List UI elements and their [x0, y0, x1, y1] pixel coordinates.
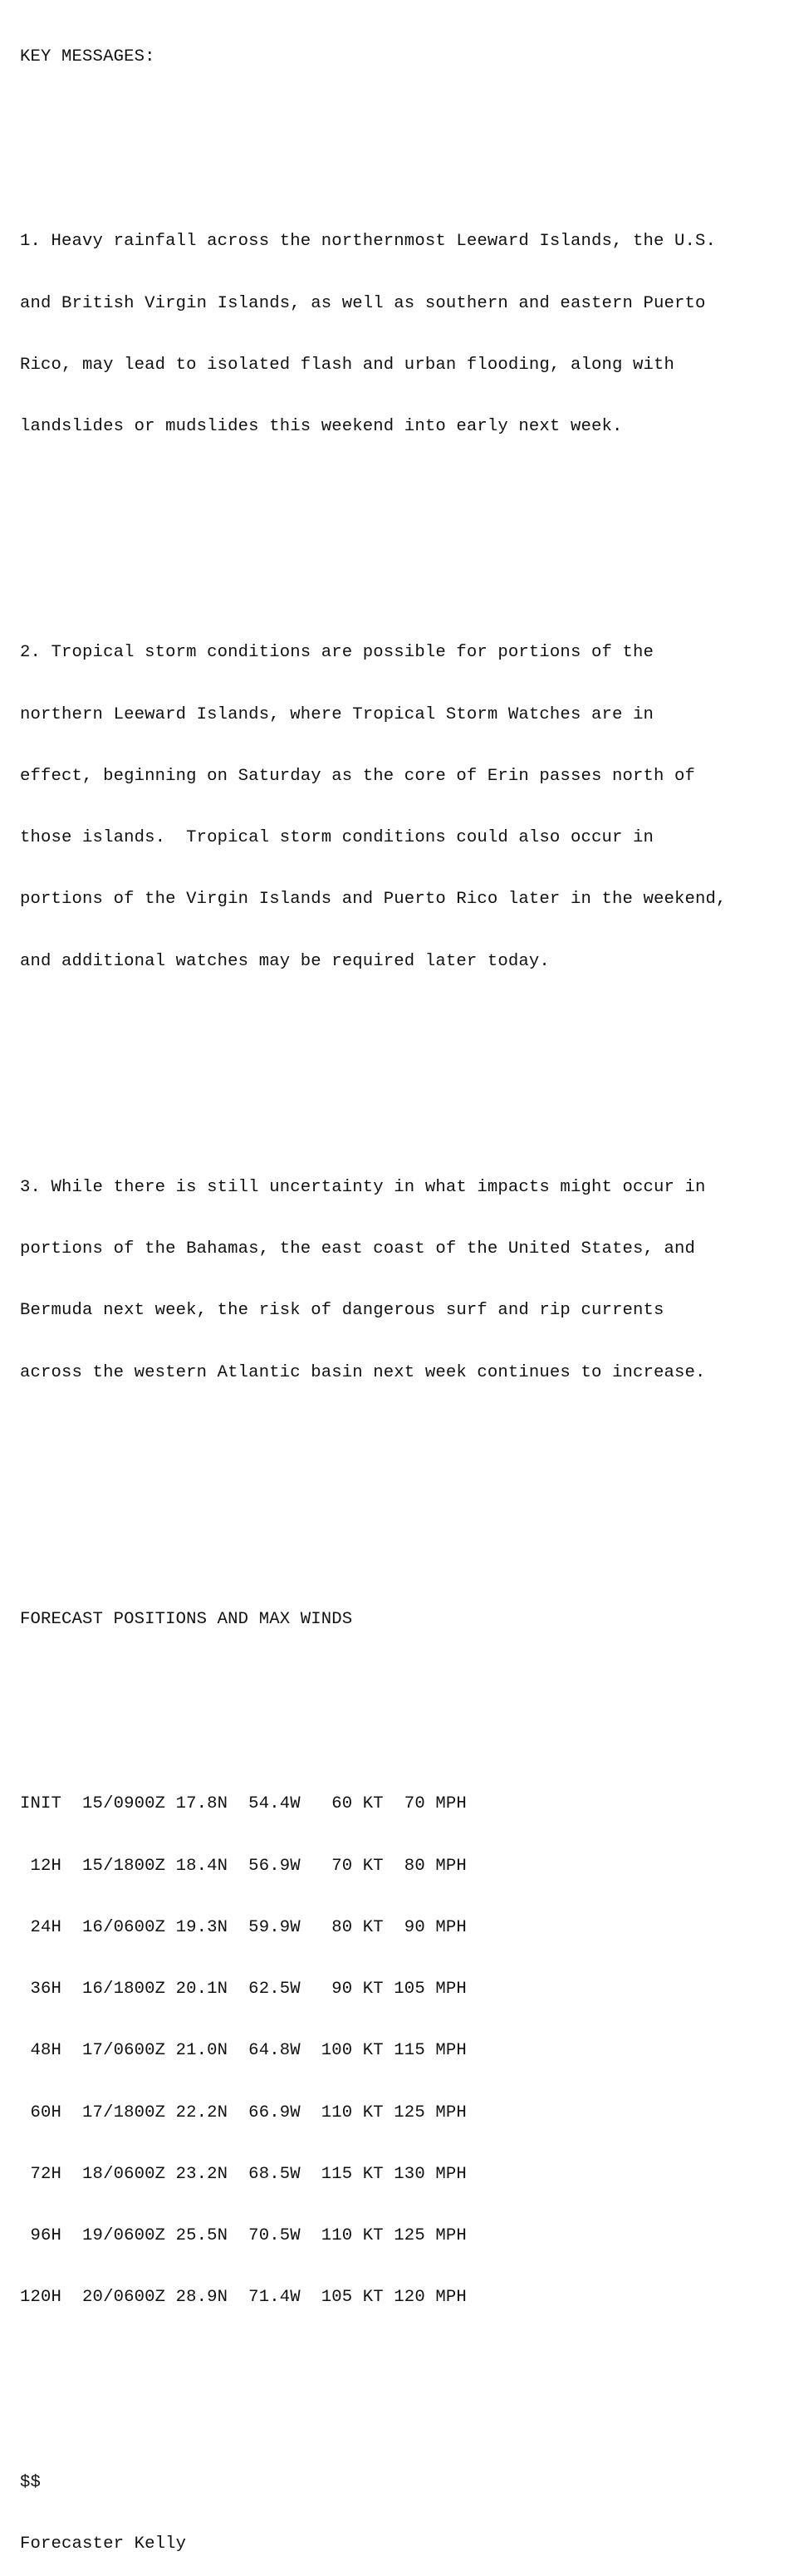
terminator: $$ [20, 2473, 42, 2492]
message-line: portions of the Virgin Islands and Puerto Rico later in the weekend, [20, 890, 727, 910]
forecast-row: 48H 17/0600Z 21.0N 64.8W 100 KT 115 MPH [20, 2041, 467, 2061]
message-line: 2. Tropical storm conditions are possible for portions of the [20, 643, 654, 663]
message-line: 3. While there is still uncertainty in what impacts might occur in [20, 1177, 706, 1197]
advisory-document [20, 6, 789, 2576]
message-line: northern Leeward Islands, where Tropical Storm Watches are in [20, 704, 654, 724]
spacer [20, 2391, 789, 2412]
forecast-row: 72H 18/0600Z 23.2N 68.5W 115 KT 130 MPH [20, 2164, 467, 2184]
message-line: Rico, may lead to isolated flash and urban flooding, along with [20, 355, 675, 375]
forecast-row: 36H 16/1800Z 20.1N 62.5W 90 KT 105 MPH [20, 1980, 467, 1999]
forecast-row: 96H 19/0600Z 25.5N 70.5W 110 KT 125 MPH [20, 2226, 467, 2245]
key-message-2 [20, 602, 789, 1013]
key-message-1 [20, 191, 789, 479]
message-line: those islands. Tropical storm conditions could also occur in [20, 828, 654, 847]
message-line: and additional watches may be required later today. [20, 951, 550, 971]
message-line: across the western Atlantic basin next week continues to increase. [20, 1362, 706, 1382]
forecast-row: 60H 17/1800Z 22.2N 66.9W 110 KT 125 MPH [20, 2103, 467, 2122]
message-line: 1. Heavy rainfall across the northernmost Leeward Islands, the U.S. [20, 232, 717, 252]
message-line: Bermuda next week, the risk of dangerous surf and rip currents [20, 1301, 664, 1321]
message-line: effect, beginning on Saturday as the core of Erin passes north of [20, 766, 696, 786]
forecast-row: 12H 15/1800Z 18.4N 56.9W 70 KT 80 MPH [20, 1856, 467, 1876]
spacer [20, 1054, 789, 1075]
message-line: portions of the Bahamas, the east coast of the United States, and [20, 1239, 696, 1259]
forecast-row: INIT 15/0900Z 17.8N 54.4W 60 KT 70 MPH [20, 1794, 467, 1814]
key-message-3 [20, 1136, 789, 1425]
message-line: landslides or mudslides this weekend into early next week. [20, 417, 623, 436]
forecast-row: 120H 20/0600Z 28.9N 71.4W 105 KT 120 MPH [20, 2288, 467, 2308]
key-messages-heading: KEY MESSAGES: [20, 47, 155, 66]
spacer [20, 520, 789, 541]
message-line: and British Virgin Islands, as well as southern and eastern Puerto [20, 293, 706, 313]
forecast-table [20, 1754, 789, 2350]
forecast-heading: FORECAST POSITIONS AND MAX WINDS [20, 1609, 353, 1629]
spacer [20, 1528, 789, 1548]
spacer [20, 109, 789, 130]
forecast-row: 24H 16/0600Z 19.3N 59.9W 80 KT 90 MPH [20, 1917, 467, 1937]
spacer [20, 1671, 789, 1692]
spacer [20, 1465, 789, 1486]
forecaster-signature: Forecaster Kelly [20, 2534, 187, 2554]
